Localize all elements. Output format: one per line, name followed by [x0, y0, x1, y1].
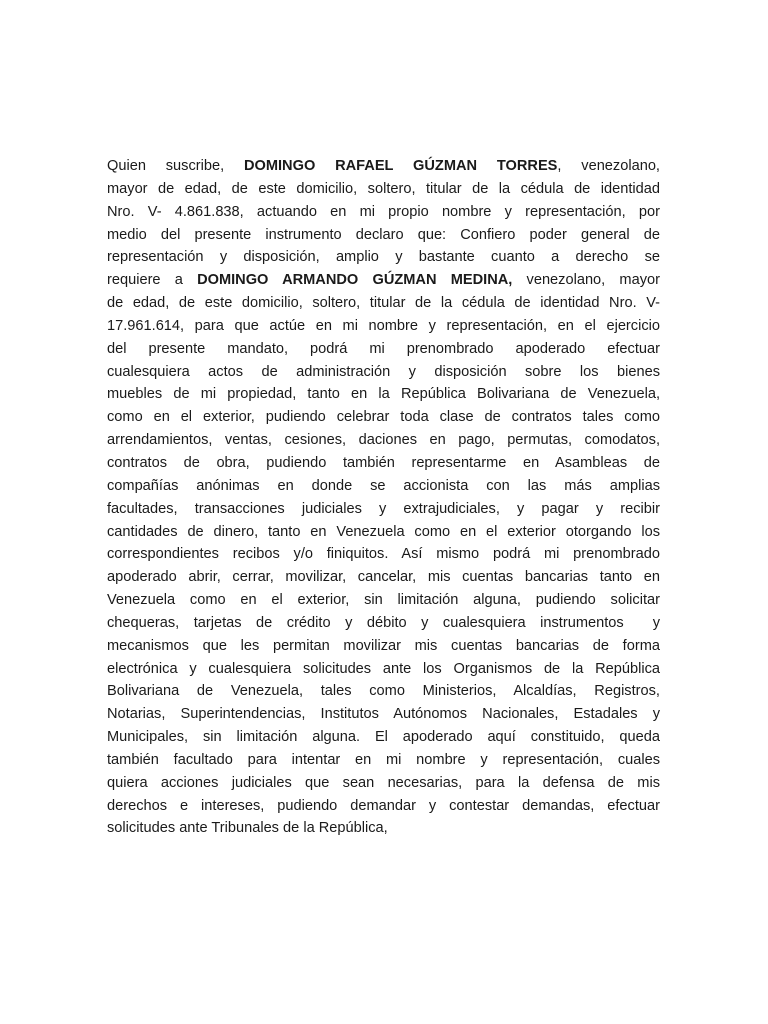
text-line: [107, 680, 660, 703]
text-segment: Municipales, sin limitación alguna. El apoderado aquí constituido, queda: [107, 729, 660, 746]
text-line: [107, 361, 660, 384]
text-line: [107, 155, 660, 178]
text-line: [107, 635, 660, 658]
text-line: [107, 658, 660, 681]
text-segment: Quien suscribe,: [107, 158, 244, 174]
text-line: [107, 612, 660, 635]
text-line: [107, 269, 660, 292]
text-segment: requiere a: [107, 272, 198, 289]
text-line: [107, 224, 660, 247]
text-segment: quiera acciones judiciales que sean necesarias, para la defensa de mis: [107, 774, 660, 791]
text-line: [107, 703, 660, 726]
text-line: [107, 383, 660, 406]
text-segment: Venezuela como en el exterior, sin limitación alguna, pudiendo solicitar: [107, 592, 660, 609]
text-segment: contratos de obra, pudiendo también representarme en Asambleas de: [107, 454, 660, 471]
text-line: [107, 521, 660, 544]
text-line: [107, 201, 660, 224]
text-line: [107, 726, 660, 749]
text-segment: chequeras, tarjetas de crédito y débito y cualesquiera instrumentos y: [107, 614, 660, 631]
text-segment: , venezolano,: [557, 158, 660, 174]
text-segment: cantidades de dinero, tanto en Venezuela como en el exterior otorgando los: [107, 523, 660, 540]
text-segment: Bolivariana de Venezuela, tales como Ministerios, Alcaldías, Registros,: [107, 683, 660, 700]
text-segment: derechos e intereses, pudiendo demandar y contestar demandas, efectuar: [107, 797, 660, 814]
text-segment: mayor de edad, de este domicilio, soltero, titular de la cédula de identidad: [107, 180, 660, 197]
text-line: [107, 543, 660, 566]
text-line: [107, 566, 660, 589]
text-segment: medio del presente instrumento declaro que: Confiero poder general de: [107, 226, 660, 243]
text-line: [107, 315, 660, 338]
text-segment: muebles de mi propiedad, tanto en la República Bolivariana de Venezuela,: [107, 386, 660, 403]
text-segment: Notarias, Superintendencias, Institutos Autónomos Nacionales, Estadales y: [107, 706, 660, 723]
text-line: [107, 817, 660, 840]
text-line: [107, 475, 660, 498]
text-line: [107, 772, 660, 795]
bold-name: DOMINGO ARMANDO GÚZMAN MEDINA,: [197, 272, 513, 289]
bold-name: DOMINGO RAFAEL GÚZMAN TORRES: [243, 158, 558, 174]
text-line: [107, 452, 660, 475]
text-segment: compañías anónimas en donde se accionista con las más amplias: [107, 477, 660, 494]
text-segment: del presente mandato, podrá mi prenombrado apoderado efectuar: [107, 340, 660, 357]
text-segment: como en el exterior, pudiendo celebrar toda clase de contratos tales como: [107, 409, 660, 426]
text-segment: solicitudes ante Tribunales de la República,: [107, 820, 388, 837]
text-line: [107, 795, 660, 818]
text-segment: electrónica y cualesquiera solicitudes ante los Organismos de la República: [107, 660, 660, 677]
text-segment: apoderado abrir, cerrar, movilizar, cancelar, mis cuentas bancarias tanto en: [107, 569, 660, 586]
text-line: [107, 498, 660, 521]
text-segment: también facultado para intentar en mi nombre y representación, cuales: [107, 751, 660, 768]
text-line: [107, 178, 660, 201]
text-line: [107, 589, 660, 612]
text-segment: 17.961.614, para que actúe en mi nombre y representación, en el ejercicio: [107, 317, 660, 334]
text-segment: arrendamientos, ventas, cesiones, daciones en pago, permutas, comodatos,: [107, 432, 660, 449]
text-segment: de edad, de este domicilio, soltero, titular de la cédula de identidad Nro. V-: [107, 295, 660, 312]
text-line: [107, 406, 660, 429]
text-line: [107, 338, 660, 361]
text-segment: Nro. V- 4.861.838, actuando en mi propio nombre y representación, por: [107, 203, 660, 220]
text-line: [107, 429, 660, 452]
text-line: [107, 292, 660, 315]
text-segment: mecanismos que les permitan movilizar mis cuentas bancarias de forma: [107, 637, 660, 654]
text-segment: correspondientes recibos y/o finiquitos. Así mismo podrá mi prenombrado: [107, 546, 660, 563]
text-segment: venezolano, mayor: [512, 272, 660, 289]
text-segment: representación y disposición, amplio y bastante cuanto a derecho se: [107, 249, 660, 266]
text-segment: cualesquiera actos de administración y disposición sobre los bienes: [107, 363, 660, 380]
text-line: [107, 246, 660, 269]
text-line: [107, 749, 660, 772]
text-segment: facultades, transacciones judiciales y extrajudiciales, y pagar y recibir: [107, 500, 660, 517]
power-of-attorney-paragraph: [107, 155, 660, 840]
